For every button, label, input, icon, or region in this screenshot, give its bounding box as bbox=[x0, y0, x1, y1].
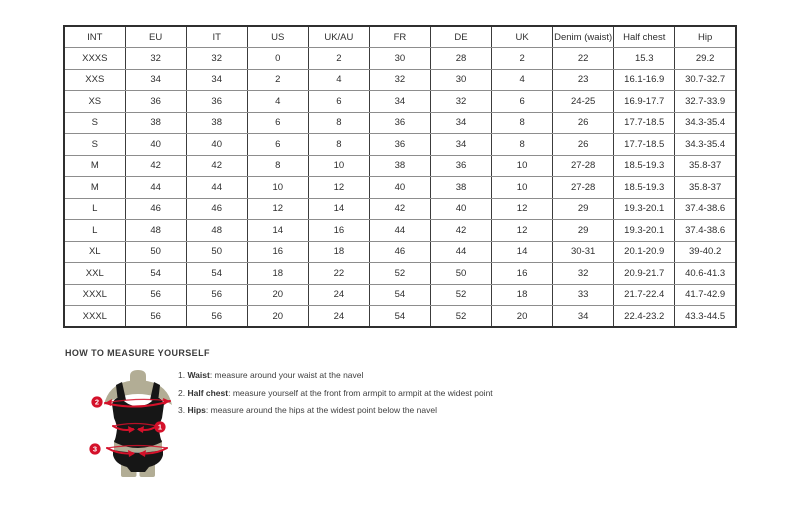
table-cell: XXXS bbox=[64, 48, 125, 70]
table-cell: 39-40.2 bbox=[675, 241, 736, 263]
table-cell: 46 bbox=[125, 198, 186, 220]
table-cell: 12 bbox=[308, 177, 369, 199]
table-cell: 54 bbox=[186, 263, 247, 285]
step-text: : measure around the hips at the widest point below the navel bbox=[205, 405, 437, 416]
table-cell: 2 bbox=[492, 48, 553, 70]
column-header: INT bbox=[64, 26, 125, 48]
measure-step-waist bbox=[178, 367, 493, 385]
table-cell: 48 bbox=[186, 220, 247, 242]
table-cell: 8 bbox=[492, 112, 553, 134]
table-cell: 36 bbox=[369, 112, 430, 134]
column-header: IT bbox=[186, 26, 247, 48]
table-cell: 56 bbox=[125, 284, 186, 306]
table-cell: 16 bbox=[492, 263, 553, 285]
table-cell: 16 bbox=[308, 220, 369, 242]
table-row bbox=[64, 112, 736, 134]
table-cell: 32 bbox=[553, 263, 614, 285]
table-row bbox=[64, 69, 736, 91]
table-cell: 10 bbox=[308, 155, 369, 177]
table-cell: 34.3-35.4 bbox=[675, 112, 736, 134]
table-cell: 6 bbox=[247, 112, 308, 134]
table-cell: 42 bbox=[430, 220, 491, 242]
step-label: Waist bbox=[187, 370, 210, 380]
table-cell: 34.3-35.4 bbox=[675, 134, 736, 156]
column-header: UK/AU bbox=[308, 26, 369, 48]
table-cell: 29 bbox=[553, 220, 614, 242]
table-cell: 34 bbox=[186, 69, 247, 91]
table-cell: XL bbox=[64, 241, 125, 263]
table-cell: 22 bbox=[308, 263, 369, 285]
table-cell: 16.9-17.7 bbox=[614, 91, 675, 113]
table-cell: 6 bbox=[247, 134, 308, 156]
table-cell: XXL bbox=[64, 263, 125, 285]
table-cell: 8 bbox=[308, 112, 369, 134]
table-cell: 29 bbox=[553, 198, 614, 220]
table-cell: 44 bbox=[125, 177, 186, 199]
step-number: 2. bbox=[178, 387, 186, 398]
table-cell: 50 bbox=[186, 241, 247, 263]
table-row bbox=[64, 91, 736, 113]
table-cell: XXXL bbox=[64, 306, 125, 328]
table-cell: 40 bbox=[186, 134, 247, 156]
table-row bbox=[64, 241, 736, 263]
table-cell: L bbox=[64, 198, 125, 220]
table-cell: 18.5-19.3 bbox=[614, 155, 675, 177]
table-cell: 14 bbox=[308, 198, 369, 220]
table-cell: S bbox=[64, 112, 125, 134]
table-cell: 24 bbox=[308, 306, 369, 328]
table-row bbox=[64, 263, 736, 285]
badge-number-3: 3 bbox=[92, 444, 98, 454]
column-header: DE bbox=[430, 26, 491, 48]
table-cell: 0 bbox=[247, 48, 308, 70]
table-cell: 36 bbox=[186, 91, 247, 113]
table-cell: 40 bbox=[125, 134, 186, 156]
table-cell: 17.7-18.5 bbox=[614, 134, 675, 156]
table-row bbox=[64, 198, 736, 220]
table-cell: 6 bbox=[308, 91, 369, 113]
table-cell: 2 bbox=[308, 48, 369, 70]
column-header: Hip bbox=[675, 26, 736, 48]
table-cell: 17.7-18.5 bbox=[614, 112, 675, 134]
table-cell: 30.7-32.7 bbox=[675, 69, 736, 91]
table-cell: 2 bbox=[247, 69, 308, 91]
table-cell: 34 bbox=[430, 112, 491, 134]
table-cell: 35.8-37 bbox=[675, 177, 736, 199]
table-cell: 40 bbox=[430, 198, 491, 220]
table-cell: 27-28 bbox=[553, 177, 614, 199]
badge-number-2: 2 bbox=[94, 397, 100, 407]
table-cell: 56 bbox=[186, 306, 247, 328]
table-cell: 16.1-16.9 bbox=[614, 69, 675, 91]
table-cell: XS bbox=[64, 91, 125, 113]
table-cell: 14 bbox=[247, 220, 308, 242]
measure-section-heading: HOW TO MEASURE YOURSELF bbox=[65, 348, 210, 358]
table-cell: 28 bbox=[430, 48, 491, 70]
table-cell: 44 bbox=[186, 177, 247, 199]
table-cell: 10 bbox=[492, 177, 553, 199]
table-cell: 36 bbox=[125, 91, 186, 113]
table-cell: 8 bbox=[308, 134, 369, 156]
table-cell: 37.4-38.6 bbox=[675, 198, 736, 220]
table-cell: 40 bbox=[369, 177, 430, 199]
table-cell: 15.3 bbox=[614, 48, 675, 70]
table-cell: XXS bbox=[64, 69, 125, 91]
table-cell: 22.4-23.2 bbox=[614, 306, 675, 328]
table-cell: L bbox=[64, 220, 125, 242]
header-row bbox=[64, 26, 736, 48]
table-cell: 18 bbox=[308, 241, 369, 263]
column-header: FR bbox=[369, 26, 430, 48]
table-cell: 16 bbox=[247, 241, 308, 263]
column-header: UK bbox=[492, 26, 553, 48]
table-cell: 34 bbox=[430, 134, 491, 156]
table-cell: 18 bbox=[247, 263, 308, 285]
table-cell: 29.2 bbox=[675, 48, 736, 70]
table-cell: 32 bbox=[125, 48, 186, 70]
table-cell: 56 bbox=[186, 284, 247, 306]
table-cell: 19.3-20.1 bbox=[614, 220, 675, 242]
table-cell: 26 bbox=[553, 112, 614, 134]
table-cell: 48 bbox=[125, 220, 186, 242]
mannequin-illustration bbox=[76, 370, 180, 482]
table-cell: 38 bbox=[369, 155, 430, 177]
table-cell: XXXL bbox=[64, 284, 125, 306]
table-row bbox=[64, 306, 736, 328]
table-cell: 23 bbox=[553, 69, 614, 91]
table-cell: 8 bbox=[247, 155, 308, 177]
table-row bbox=[64, 134, 736, 156]
table-cell: 33 bbox=[553, 284, 614, 306]
table-cell: 4 bbox=[492, 69, 553, 91]
table-cell: 38 bbox=[125, 112, 186, 134]
table-cell: 10 bbox=[247, 177, 308, 199]
table-cell: 54 bbox=[125, 263, 186, 285]
table-cell: 52 bbox=[369, 263, 430, 285]
measure-step-hips bbox=[178, 402, 493, 420]
table-cell: 36 bbox=[430, 155, 491, 177]
table-cell: 38 bbox=[430, 177, 491, 199]
table-row bbox=[64, 48, 736, 70]
table-cell: 46 bbox=[186, 198, 247, 220]
step-label: Half chest bbox=[187, 387, 229, 398]
table-cell: 50 bbox=[430, 263, 491, 285]
table-cell: 56 bbox=[125, 306, 186, 328]
table-cell: 30 bbox=[430, 69, 491, 91]
table-cell: 54 bbox=[369, 284, 430, 306]
measure-instructions bbox=[178, 367, 493, 420]
step-number: 1. bbox=[178, 370, 186, 380]
table-cell: 44 bbox=[369, 220, 430, 242]
table-cell: 32.7-33.9 bbox=[675, 91, 736, 113]
table-cell: 42 bbox=[369, 198, 430, 220]
table-cell: 18.5-19.3 bbox=[614, 177, 675, 199]
table-cell: 43.3-44.5 bbox=[675, 306, 736, 328]
table-cell: 37.4-38.6 bbox=[675, 220, 736, 242]
column-header: Denim (waist) bbox=[553, 26, 614, 48]
step-label: Hips bbox=[187, 405, 206, 416]
table-cell: 4 bbox=[247, 91, 308, 113]
table-row bbox=[64, 155, 736, 177]
measure-step-half-chest bbox=[178, 385, 493, 403]
table-cell: 44 bbox=[430, 241, 491, 263]
table-row bbox=[64, 284, 736, 306]
table-cell: 12 bbox=[492, 198, 553, 220]
table-cell: 6 bbox=[492, 91, 553, 113]
table-cell: 12 bbox=[247, 198, 308, 220]
table-cell: 34 bbox=[553, 306, 614, 328]
column-header: Half chest bbox=[614, 26, 675, 48]
step-text: : measure around your waist at the navel bbox=[209, 370, 364, 380]
size-table-body bbox=[64, 48, 736, 328]
table-cell: 20 bbox=[492, 306, 553, 328]
table-cell: 8 bbox=[492, 134, 553, 156]
table-cell: 32 bbox=[186, 48, 247, 70]
table-cell: 35.8-37 bbox=[675, 155, 736, 177]
table-cell: 42 bbox=[125, 155, 186, 177]
table-cell: 20 bbox=[247, 284, 308, 306]
measurement-mannequin-figure bbox=[76, 370, 180, 482]
table-cell: 34 bbox=[369, 91, 430, 113]
table-cell: 34 bbox=[125, 69, 186, 91]
table-cell: 54 bbox=[369, 306, 430, 328]
step-text: : measure yourself at the front from armpit to armpit at the widest point bbox=[228, 387, 493, 398]
table-cell: 18 bbox=[492, 284, 553, 306]
table-cell: 32 bbox=[369, 69, 430, 91]
table-row bbox=[64, 177, 736, 199]
table-cell: 24-25 bbox=[553, 91, 614, 113]
table-cell: 12 bbox=[492, 220, 553, 242]
table-cell: 20.9-21.7 bbox=[614, 263, 675, 285]
table-cell: 24 bbox=[308, 284, 369, 306]
step-number: 3. bbox=[178, 405, 186, 416]
table-cell: 52 bbox=[430, 284, 491, 306]
column-header: US bbox=[247, 26, 308, 48]
size-conversion-table bbox=[63, 25, 737, 328]
table-cell: 38 bbox=[186, 112, 247, 134]
table-cell: 41.7-42.9 bbox=[675, 284, 736, 306]
size-table-header bbox=[64, 26, 736, 48]
table-cell: 50 bbox=[125, 241, 186, 263]
table-cell: 10 bbox=[492, 155, 553, 177]
table-cell: 40.6-41.3 bbox=[675, 263, 736, 285]
table-cell: 30 bbox=[369, 48, 430, 70]
table-cell: 20 bbox=[247, 306, 308, 328]
table-cell: 42 bbox=[186, 155, 247, 177]
column-header: EU bbox=[125, 26, 186, 48]
table-cell: 26 bbox=[553, 134, 614, 156]
table-cell: 46 bbox=[369, 241, 430, 263]
table-cell: 20.1-20.9 bbox=[614, 241, 675, 263]
table-cell: M bbox=[64, 155, 125, 177]
table-cell: 52 bbox=[430, 306, 491, 328]
table-cell: 22 bbox=[553, 48, 614, 70]
table-cell: M bbox=[64, 177, 125, 199]
table-cell: 36 bbox=[369, 134, 430, 156]
badge-number-1: 1 bbox=[157, 422, 163, 432]
table-cell: 21.7-22.4 bbox=[614, 284, 675, 306]
table-cell: S bbox=[64, 134, 125, 156]
table-cell: 19.3-20.1 bbox=[614, 198, 675, 220]
table-cell: 27-28 bbox=[553, 155, 614, 177]
table-cell: 14 bbox=[492, 241, 553, 263]
table-cell: 32 bbox=[430, 91, 491, 113]
table-cell: 30-31 bbox=[553, 241, 614, 263]
table-row bbox=[64, 220, 736, 242]
table-cell: 4 bbox=[308, 69, 369, 91]
